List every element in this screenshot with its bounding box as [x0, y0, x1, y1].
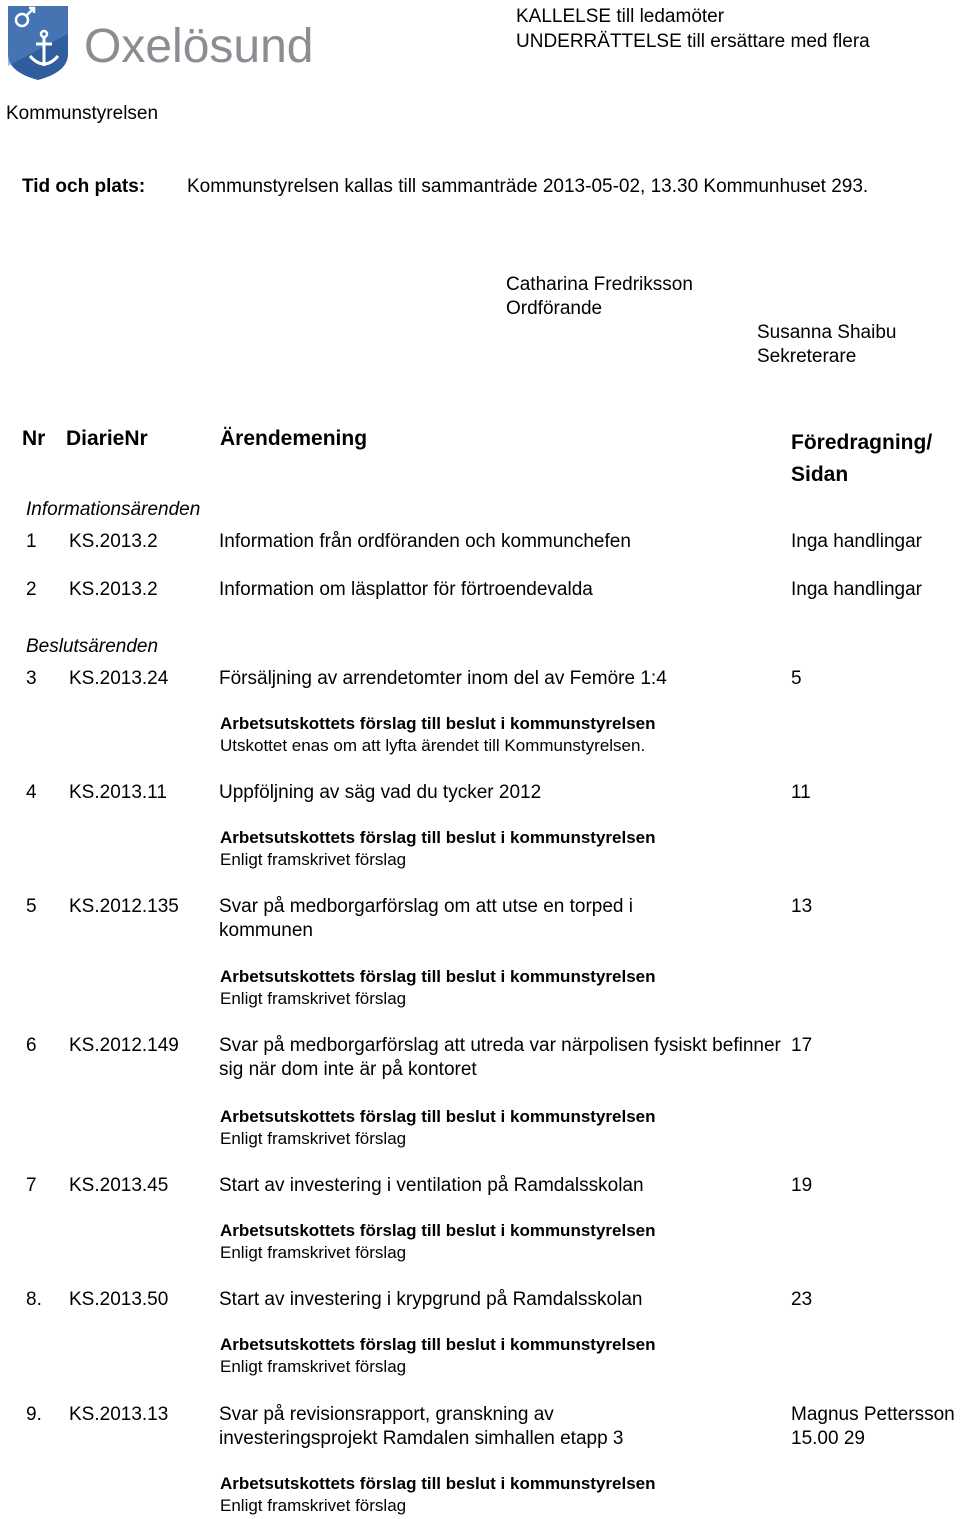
- proposal-text: Enligt framskrivet förslag: [220, 1357, 407, 1376]
- proposal-text: Enligt framskrivet förslag: [220, 850, 407, 869]
- proposal-text: Enligt framskrivet förslag: [220, 989, 407, 1008]
- proposal-heading: Arbetsutskottets förslag till beslut i kommunstyrelsen: [220, 967, 656, 986]
- item-diarie: KS.2013.45: [69, 1175, 169, 1196]
- proposal-heading: Arbetsutskottets förslag till beslut i kommunstyrelsen: [220, 828, 656, 847]
- item-proposal: [220, 1473, 655, 1517]
- secretary-signature: [757, 321, 896, 369]
- item-proposal: [220, 1106, 655, 1150]
- item-page: 13: [791, 896, 813, 917]
- item-title: Start av investering i ventilation på Ramdalsskolan: [219, 1175, 644, 1196]
- item-title: Information från ordföranden och kommunchefen: [219, 531, 631, 552]
- item-nr: 2: [26, 579, 37, 600]
- item-title: Start av investering i krypgrund på Ramdalsskolan: [219, 1289, 643, 1310]
- svg-text:Oxelösund: Oxelösund: [84, 20, 314, 73]
- item-nr: 5: [26, 896, 37, 917]
- item-page: 5: [791, 668, 802, 689]
- proposal-text: Enligt framskrivet förslag: [220, 1243, 407, 1262]
- item-proposal: [220, 827, 655, 871]
- proposal-heading: Arbetsutskottets förslag till beslut i kommunstyrelsen: [220, 1335, 656, 1354]
- section-info-heading: Informationsärenden: [26, 499, 201, 520]
- column-header-page: Föredragning/ Sidan: [791, 431, 933, 486]
- item-page: Inga handlingar: [791, 531, 922, 552]
- secretary-name: Susanna Shaibu: [757, 322, 897, 343]
- notice-line-2: UNDERRÄTTELSE till ersättare med flera: [516, 31, 870, 52]
- section-decision-heading: Beslutsärenden: [26, 636, 159, 657]
- coat-of-arms-icon: [6, 4, 346, 80]
- item-diarie: KS.2012.149: [69, 1035, 179, 1056]
- item-nr: 1: [26, 531, 37, 552]
- chair-name: Catharina Fredriksson: [506, 274, 693, 295]
- item-nr: 4: [26, 782, 37, 803]
- proposal-heading: Arbetsutskottets förslag till beslut i kommunstyrelsen: [220, 1474, 656, 1493]
- item-proposal: [220, 1220, 655, 1264]
- item-title: Försäljning av arrendetomter inom del av Femöre 1:4: [219, 668, 667, 689]
- item-diarie: KS.2013.2: [69, 531, 158, 552]
- meeting-text: Kommunstyrelsen kallas till sammanträde 2013-05-02, 13.30 Kommunhuset 293.: [187, 176, 869, 197]
- item-proposal: [220, 713, 655, 757]
- column-header-title: Ärendemening: [220, 427, 368, 450]
- item-nr: 6: [26, 1035, 37, 1056]
- item-page: 17: [791, 1035, 813, 1056]
- item-diarie: KS.2013.13: [69, 1404, 169, 1425]
- item-page: 11: [791, 782, 811, 803]
- proposal-heading: Arbetsutskottets förslag till beslut i kommunstyrelsen: [220, 1107, 656, 1126]
- item-title: Svar på medborgarförslag om att utse en torped i kommunen: [219, 896, 634, 941]
- column-header-diarie: DiarieNr: [66, 427, 148, 450]
- item-title: Svar på medborgarförslag att utreda var närpolisen fysiskt befinner sig när dom inte är på kontoret: [219, 1035, 781, 1080]
- item-page: 19: [791, 1175, 813, 1196]
- item-title: Information om läsplattor för förtroendevalda: [219, 579, 593, 600]
- proposal-heading: Arbetsutskottets förslag till beslut i kommunstyrelsen: [220, 714, 656, 733]
- item-page: Magnus Pettersson 15.00 29: [791, 1404, 955, 1449]
- item-nr: 7: [26, 1175, 37, 1196]
- item-title: Uppföljning av säg vad du tycker 2012: [219, 782, 542, 803]
- item-diarie: KS.2012.135: [69, 896, 179, 917]
- item-title: Svar på revisionsrapport, granskning av investeringsprojekt Ramdalen simhallen etapp 3: [219, 1404, 624, 1449]
- item-page: 23: [791, 1289, 813, 1310]
- chair-role: Ordförande: [506, 298, 603, 319]
- oxelosund-logo: [6, 4, 346, 80]
- item-proposal: [220, 966, 655, 1010]
- item-nr: 3: [26, 668, 37, 689]
- item-diarie: KS.2013.24: [69, 668, 169, 689]
- meeting-label: Tid och plats:: [22, 176, 146, 197]
- proposal-text: Utskottet enas om att lyfta ärendet till Kommunstyrelsen.: [220, 736, 646, 755]
- proposal-text: Enligt framskrivet förslag: [220, 1129, 407, 1148]
- organization-name: Kommunstyrelsen: [6, 103, 159, 124]
- proposal-heading: Arbetsutskottets förslag till beslut i kommunstyrelsen: [220, 1221, 656, 1240]
- item-diarie: KS.2013.2: [69, 579, 158, 600]
- secretary-role: Sekreterare: [757, 346, 857, 367]
- item-nr: 9.: [26, 1404, 42, 1425]
- column-header-nr: Nr: [22, 427, 46, 450]
- chair-signature: [506, 273, 693, 321]
- notice-line-1: KALLELSE till ledamöter: [516, 6, 725, 27]
- notice-heading: [516, 4, 936, 54]
- item-nr: 8.: [26, 1289, 42, 1310]
- item-diarie: KS.2013.50: [69, 1289, 169, 1310]
- item-proposal: [220, 1334, 655, 1378]
- proposal-text: Enligt framskrivet förslag: [220, 1496, 407, 1515]
- item-diarie: KS.2013.11: [69, 782, 167, 803]
- item-page: Inga handlingar: [791, 579, 922, 600]
